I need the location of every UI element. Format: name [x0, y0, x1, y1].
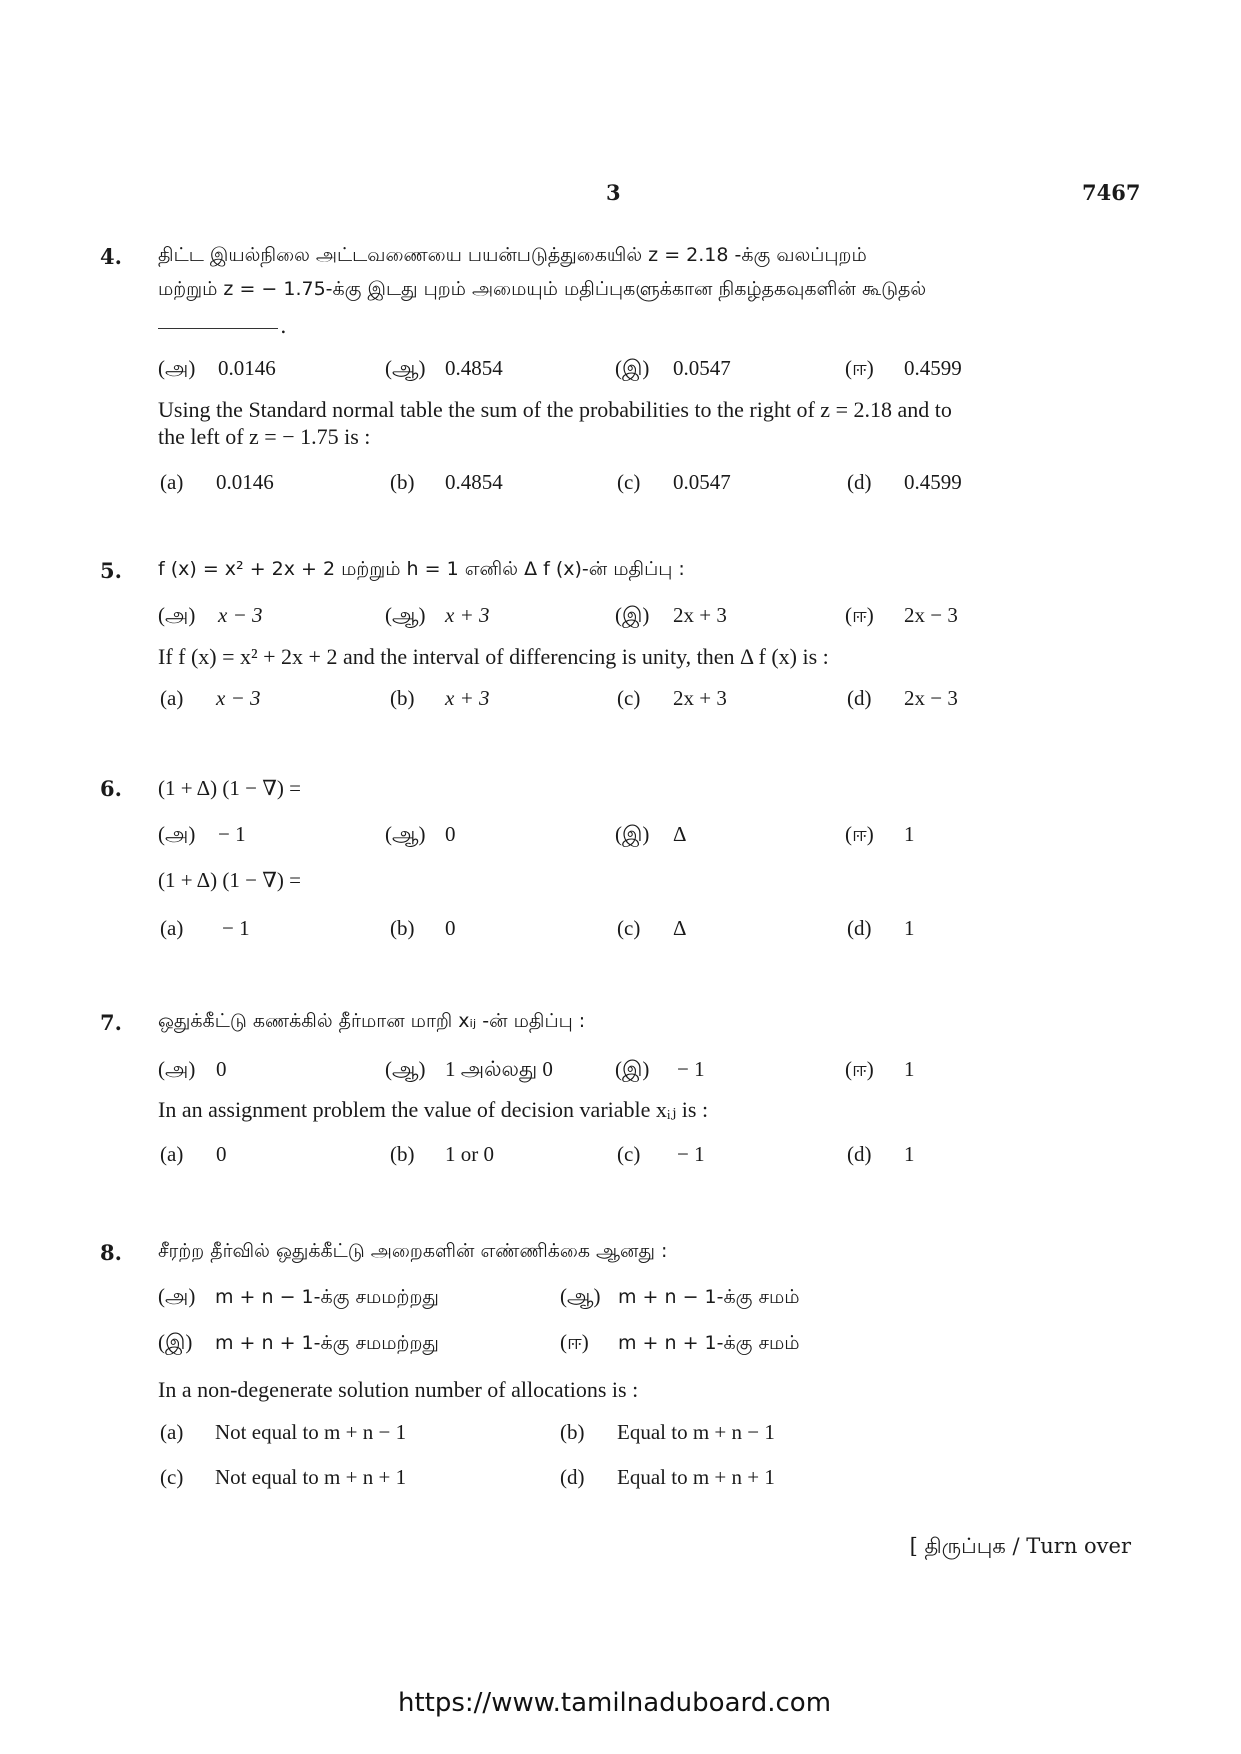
option-value: Not equal to m + n + 1	[215, 1465, 407, 1489]
english-question-text: (1 + Δ) (1 − ∇) =	[158, 868, 302, 892]
option-label: (இ)	[615, 822, 650, 846]
option-value: 0.0547	[673, 470, 731, 494]
option-value: 0	[216, 1142, 227, 1166]
option-value: 1	[904, 1142, 915, 1166]
option-value: x + 3	[445, 603, 490, 627]
option-label: (c)	[617, 470, 641, 494]
tamil-question-text: சீரற்ற தீர்வில் ஒதுக்கீட்டு அறைகளின் எண்ணிக்கை ஆனது :	[158, 1240, 668, 1262]
option-label: (ஈ)	[845, 356, 874, 380]
option-value: Not equal to m + n − 1	[215, 1420, 407, 1444]
option-value: Δ	[673, 822, 687, 846]
option-label: (அ)	[158, 1057, 196, 1081]
option-label: (d)	[847, 470, 872, 494]
option-value: m + n + 1-க்கு சமமற்றது	[215, 1332, 439, 1354]
option-label: (ஈ)	[560, 1330, 589, 1354]
option-label: (a)	[160, 1420, 184, 1444]
option-label: (b)	[390, 686, 415, 710]
option-label: (அ)	[158, 356, 196, 380]
option-label: (a)	[160, 1142, 184, 1166]
tamil-question-text: f (x) = x² + 2x + 2 மற்றும் h = 1 எனில் Δ f (x)-ன் மதிப்பு :	[158, 558, 685, 580]
option-value: 0.4599	[904, 356, 962, 380]
answer-blank	[158, 328, 278, 329]
website-url[interactable]: https://www.tamilnaduboard.com	[398, 1688, 832, 1718]
option-label: (d)	[847, 916, 872, 940]
option-label: (ஆ)	[560, 1284, 601, 1308]
option-value: x + 3	[445, 686, 490, 710]
option-value: 0	[445, 822, 456, 846]
option-value: Equal to m + n − 1	[617, 1420, 775, 1444]
option-value: 1	[904, 1057, 915, 1081]
option-label: (ஆ)	[385, 356, 426, 380]
english-question-text: Using the Standard normal table the sum of the probabilities to the right of z = 2.18 and to	[158, 397, 952, 422]
english-question-text: In a non-degenerate solution number of allocations is :	[158, 1377, 639, 1402]
option-value: 1	[904, 822, 915, 846]
option-value: 0.4599	[904, 470, 962, 494]
option-value: 0	[445, 916, 456, 940]
option-value: m + n − 1-க்கு சமமற்றது	[215, 1286, 439, 1308]
option-label: (இ)	[615, 603, 650, 627]
option-value: 2x − 3	[904, 686, 958, 710]
turn-over-note: [ திருப்புக / Turn over	[909, 1534, 1131, 1558]
option-value: 0	[216, 1057, 227, 1081]
option-value: x − 3	[216, 686, 261, 710]
option-value: − 1	[677, 1142, 705, 1166]
option-value: − 1	[218, 822, 246, 846]
option-value: − 1	[677, 1057, 705, 1081]
option-value: m + n − 1-க்கு சமம்	[618, 1286, 800, 1308]
option-label: (அ)	[158, 822, 196, 846]
option-label: (ஈ)	[845, 1057, 874, 1081]
option-label: (c)	[617, 1142, 641, 1166]
option-value: 2x − 3	[904, 603, 958, 627]
option-label: (ஈ)	[845, 822, 874, 846]
option-value: 1 or 0	[445, 1142, 494, 1166]
question-number: 7.	[100, 1010, 122, 1035]
question-number: 8.	[100, 1240, 122, 1265]
paper-code: 7467	[1082, 180, 1141, 205]
option-value: 0.0146	[216, 470, 274, 494]
option-value: x − 3	[218, 603, 263, 627]
option-label: (ஈ)	[845, 603, 874, 627]
option-label: (d)	[847, 686, 872, 710]
tamil-question-text: மற்றும் z = − 1.75-க்கு இடது புறம் அமையும் மதிப்புகளுக்கான நிகழ்தகவுகளின் கூடுதல்	[158, 278, 927, 300]
option-label: (ஆ)	[385, 1057, 426, 1081]
option-label: (ஆ)	[385, 603, 426, 627]
option-value: 2x + 3	[673, 603, 727, 627]
option-label: (d)	[847, 1142, 872, 1166]
option-label: (b)	[560, 1420, 585, 1444]
option-label: (a)	[160, 686, 184, 710]
option-value: 0.0146	[218, 356, 276, 380]
option-value: Δ	[673, 916, 687, 940]
option-label: (இ)	[615, 356, 650, 380]
question-number: 6.	[100, 776, 122, 801]
option-label: (a)	[160, 916, 184, 940]
option-label: (c)	[160, 1465, 184, 1489]
option-label: (b)	[390, 916, 415, 940]
english-question-text: In an assignment problem the value of decision variable xᵢⱼ is :	[158, 1097, 709, 1122]
option-value: − 1	[222, 916, 250, 940]
option-label: (ஆ)	[385, 822, 426, 846]
option-value: 1 அல்லது 0	[445, 1057, 553, 1081]
option-label: (a)	[160, 470, 184, 494]
option-value: m + n + 1-க்கு சமம்	[618, 1332, 800, 1354]
option-label: (இ)	[615, 1057, 650, 1081]
option-label: (அ)	[158, 1284, 196, 1308]
tamil-question-text: ஒதுக்கீட்டு கணக்கில் தீர்மான மாறி xᵢⱼ -ன் மதிப்பு :	[158, 1010, 586, 1032]
question-number: 4.	[100, 244, 122, 269]
option-value: 1	[904, 916, 915, 940]
option-label: (b)	[390, 1142, 415, 1166]
option-label: (c)	[617, 686, 641, 710]
option-value: 0.0547	[673, 356, 731, 380]
page-number: 3	[606, 180, 621, 205]
blank-period: .	[280, 314, 287, 338]
tamil-question-text: (1 + Δ) (1 − ∇) =	[158, 776, 302, 800]
english-question-text: the left of z = − 1.75 is :	[158, 424, 371, 449]
english-question-text: If f (x) = x² + 2x + 2 and the interval of differencing is unity, then Δ f (x) is :	[158, 644, 829, 669]
option-label: (இ)	[158, 1330, 193, 1354]
option-value: Equal to m + n + 1	[617, 1465, 775, 1489]
option-label: (b)	[390, 470, 415, 494]
option-label: (c)	[617, 916, 641, 940]
option-value: 2x + 3	[673, 686, 727, 710]
option-label: (d)	[560, 1465, 585, 1489]
question-number: 5.	[100, 558, 122, 583]
option-label: (அ)	[158, 603, 196, 627]
tamil-question-text: திட்ட இயல்நிலை அட்டவணையை பயன்படுத்துகையில் z = 2.18 -க்கு வலப்புறம்	[158, 244, 867, 266]
option-value: 0.4854	[445, 470, 503, 494]
option-value: 0.4854	[445, 356, 503, 380]
